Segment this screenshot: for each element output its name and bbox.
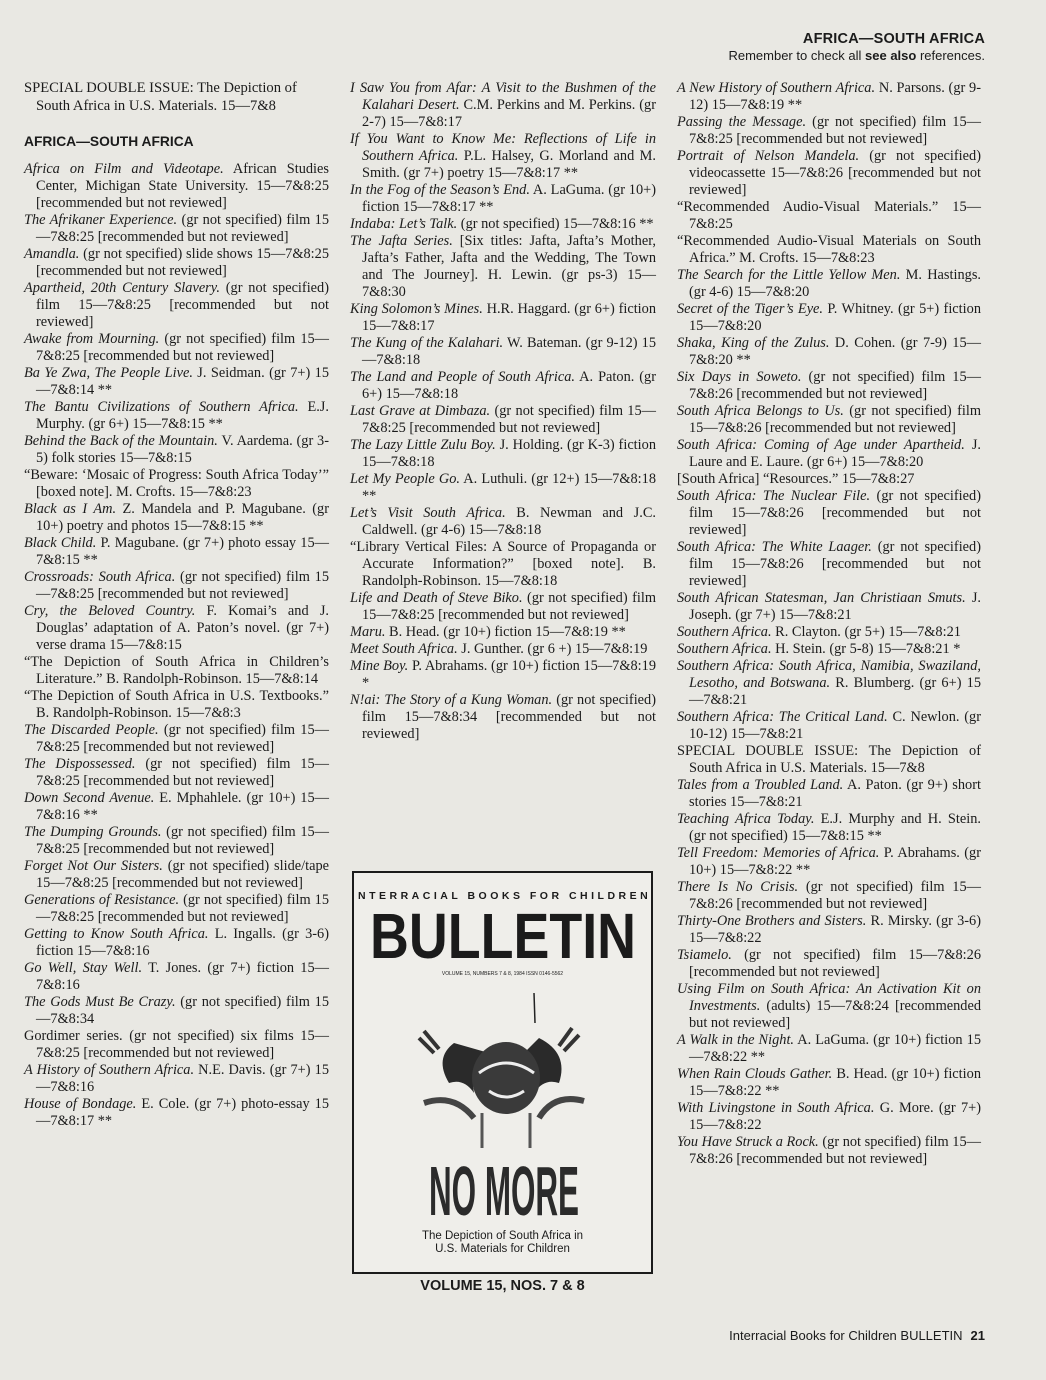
entry-details: C. Newlon. (gr 10-12) 15—7&8:21 bbox=[689, 709, 982, 742]
entry-details: J. Laure and E. Laure. (gr 6+) 15—7&8:20 bbox=[689, 437, 981, 470]
index-entry bbox=[24, 994, 329, 1028]
entry-details: D. Cohen. (gr 7-9) 15—7&8:20 ** bbox=[689, 335, 981, 368]
entry-details: A. Paton. (gr 6+) 15—7&8:18 bbox=[362, 369, 656, 402]
entry-details: Gordimer series. (gr not specified) six films 15—7&8:25 [recommended but not reviewed] bbox=[24, 1028, 329, 1061]
entry-details: “Recommended Audio-Visual Materials.” 15—7&8:25 bbox=[677, 199, 981, 232]
index-entry bbox=[350, 624, 656, 641]
entry-details: P. Whitney. (gr 5+) fiction 15—7&8:20 bbox=[689, 301, 981, 334]
entry-title: Apartheid, 20th Century Slavery. bbox=[24, 280, 220, 296]
entry-details: M. Hastings. (gr 4-6) 15—7&8:20 bbox=[689, 267, 981, 300]
index-entry bbox=[677, 1134, 981, 1168]
entry-details: R. Mirsky. (gr 3-6) 15—7&8:22 bbox=[689, 913, 982, 946]
entry-title: Down Second Avenue. bbox=[24, 790, 155, 806]
index-entry bbox=[677, 981, 981, 1032]
entry-title: A New History of Southern Africa. bbox=[677, 80, 876, 96]
entry-details: “Beware: ‘Mosaic of Progress: South Africa Today’” [boxed note]. M. Crofts. 15—7&8:23 bbox=[24, 467, 329, 500]
entry-details: E. Cole. (gr 7+) photo-essay 15—7&8:17 ** bbox=[36, 1096, 329, 1129]
index-entry bbox=[350, 437, 656, 471]
index-entry bbox=[677, 709, 981, 743]
entry-list bbox=[24, 161, 329, 1130]
index-entry bbox=[677, 471, 981, 488]
entry-details: B. Head. (gr 10+) fiction 15—7&8:22 ** bbox=[689, 1066, 981, 1099]
index-entry bbox=[677, 335, 981, 369]
index-entry bbox=[24, 569, 329, 603]
entry-title: Amandla. bbox=[24, 246, 80, 262]
section-heading: AFRICA—SOUTH AFRICA bbox=[24, 134, 194, 149]
index-entry bbox=[677, 845, 981, 879]
entry-title: South Africa: The Nuclear File. bbox=[677, 488, 871, 504]
entry-title: Southern Africa. bbox=[677, 624, 772, 640]
entry-title: Passing the Message. bbox=[677, 114, 807, 130]
entry-title: Behind the Back of the Mountain. bbox=[24, 433, 218, 449]
index-entry bbox=[24, 688, 329, 722]
header-note bbox=[728, 48, 985, 64]
entry-details: (gr not specified) slide/tape 15—7&8:25 [recommended but not reviewed] bbox=[36, 858, 329, 891]
cover-wordmark-text: BULLETIN bbox=[370, 900, 636, 972]
entry-title: The Bantu Civilizations of Southern Africa. bbox=[24, 399, 299, 415]
entry-title: Indaba: Let’s Talk. bbox=[350, 216, 458, 232]
index-entry bbox=[677, 811, 981, 845]
entry-details: (gr not specified) film 15—7&8:26 [recommended but not reviewed] bbox=[689, 369, 981, 402]
index-entry bbox=[677, 1032, 981, 1066]
index-entry bbox=[350, 369, 656, 403]
cover-volume-line: VOLUME 15, NUMBERS 7 & 8, 1984 ISSN 0146-5562 bbox=[441, 971, 564, 977]
entry-title: Let’s Visit South Africa. bbox=[350, 505, 506, 521]
entry-title: If You Want to Know Me: Reflections of Life in Southern Africa. bbox=[350, 131, 656, 164]
entry-details: C.M. Perkins and M. Perkins. (gr 2-7) 15—7&8:17 bbox=[362, 97, 656, 130]
special-issue-entry: SPECIAL DOUBLE ISSUE: The Depiction of South Africa in U.S. Materials. 15—7&8 bbox=[24, 80, 297, 114]
index-entry bbox=[677, 369, 981, 403]
entry-title: Crossroads: South Africa. bbox=[24, 569, 176, 585]
index-entry bbox=[677, 80, 981, 114]
entry-details: A. LaGuma. (gr 10+) fiction 15—7&8:22 ** bbox=[689, 1032, 981, 1065]
index-entry bbox=[350, 80, 656, 131]
index-entry bbox=[24, 535, 329, 569]
entry-details: A. Paton. (gr 9+) short stories 15—7&8:21 bbox=[689, 777, 981, 810]
index-entry bbox=[677, 658, 981, 709]
index-entry bbox=[350, 590, 656, 624]
index-entry bbox=[677, 913, 981, 947]
entry-details: (adults) 15—7&8:24 [recommended but not reviewed] bbox=[689, 998, 981, 1031]
entry-details: (gr not specified) film 15—7&8:25 [recommended but not reviewed] bbox=[36, 331, 330, 364]
entry-title: A History of Southern Africa. bbox=[24, 1062, 195, 1078]
index-entry bbox=[677, 590, 981, 624]
entry-title: The Jafta Series. bbox=[350, 233, 453, 249]
entry-details: (gr not specified) film 15—7&8:26 [recommended but not reviewed] bbox=[689, 947, 981, 980]
index-entry bbox=[24, 1096, 329, 1130]
entry-title: Africa on Film and Videotape. bbox=[24, 161, 224, 177]
index-entry bbox=[24, 858, 329, 892]
entry-details: N. Parsons. (gr 9-12) 15—7&8:19 ** bbox=[689, 80, 982, 113]
entry-title: The Dispossessed. bbox=[24, 756, 136, 772]
index-entry bbox=[677, 267, 981, 301]
entry-details: E.J. Murphy and H. Stein. (gr not specified) 15—7&8:15 ** bbox=[689, 811, 981, 844]
entry-details: E.J. Murphy. (gr 6+) 15—7&8:15 ** bbox=[36, 399, 329, 432]
index-entry bbox=[350, 301, 656, 335]
entry-details: (gr not specified) film 15—7&8:34 [recommended but not reviewed] bbox=[362, 692, 656, 742]
entry-details: A. LaGuma. (gr 10+) fiction 15—7&8:17 ** bbox=[362, 182, 656, 215]
entry-title: I Saw You from Afar: A Visit to the Bushmen of the Kalahari Desert. bbox=[350, 80, 656, 113]
entry-details: (gr not specified) film 15—7&8:26 [recommended but not reviewed] bbox=[689, 403, 981, 436]
header-note-suffix: references. bbox=[916, 48, 985, 63]
index-entry bbox=[677, 743, 981, 777]
index-entry bbox=[24, 1028, 329, 1062]
index-entry bbox=[677, 641, 981, 658]
entry-details: (gr not specified) film 15—7&8:25 [recommended but not reviewed] bbox=[36, 756, 329, 789]
entry-title: The Discarded People. bbox=[24, 722, 159, 738]
entry-title: King Solomon’s Mines. bbox=[350, 301, 483, 317]
header-title: AFRICA—SOUTH AFRICA bbox=[802, 31, 985, 47]
entry-title: The Search for the Little Yellow Men. bbox=[677, 267, 901, 283]
entry-title: Generations of Resistance. bbox=[24, 892, 180, 908]
index-entry bbox=[677, 1066, 981, 1100]
index-entry bbox=[677, 777, 981, 811]
entry-title: Go Well, Stay Well. bbox=[24, 960, 143, 976]
entry-list bbox=[350, 80, 656, 743]
entry-details: V. Aardema. (gr 3-5) folk stories 15—7&8:15 bbox=[36, 433, 329, 466]
cover-wordmark bbox=[368, 900, 638, 972]
index-entry bbox=[24, 603, 329, 654]
entry-title: Southern Africa: The Critical Land. bbox=[677, 709, 888, 725]
index-entry bbox=[24, 722, 329, 756]
index-entry bbox=[24, 280, 329, 331]
entry-details: (gr not specified) film 15—7&8:25 [recommended but not reviewed] bbox=[362, 590, 656, 623]
index-entry bbox=[24, 399, 329, 433]
index-entry bbox=[677, 879, 981, 913]
entry-details: (gr not specified) film 15—7&8:26 [recommended but not reviewed] bbox=[689, 539, 981, 589]
entry-title: With Livingstone in South Africa. bbox=[677, 1100, 875, 1116]
entry-title: Black Child. bbox=[24, 535, 97, 551]
entry-details: E. Mphahlele. (gr 10+) 15—7&8:16 ** bbox=[36, 790, 329, 823]
index-entry bbox=[350, 182, 656, 216]
entry-title: Let My People Go. bbox=[350, 471, 460, 487]
entry-title: N!ai: The Story of a Kung Woman. bbox=[350, 692, 553, 708]
index-entry bbox=[24, 790, 329, 824]
index-entry bbox=[677, 624, 981, 641]
footer-publication: Interracial Books for Children BULLETIN bbox=[729, 1328, 963, 1343]
header-note-bold: see also bbox=[865, 48, 917, 63]
bulletin-cover-image bbox=[352, 871, 653, 1274]
entry-details: J. Gunther. (gr 6 +) 15—7&8:19 bbox=[457, 641, 648, 657]
index-entry bbox=[24, 433, 329, 467]
entry-details: T. Jones. (gr 7+) fiction 15—7&8:16 bbox=[36, 960, 329, 993]
entry-details: P. Abrahams. (gr 10+) 15—7&8:22 ** bbox=[689, 845, 982, 878]
index-entry bbox=[24, 892, 329, 926]
entry-details: W. Bateman. (gr 9-12) 15—7&8:18 bbox=[362, 335, 657, 368]
entry-details: “Library Vertical Files: A Source of Propaganda or Accurate Information?” [boxed note]. B. Randolph-Robinson. 15—7&8:18 bbox=[350, 539, 656, 589]
entry-title: The Gods Must Be Crazy. bbox=[24, 994, 176, 1010]
entry-details: (gr not specified) slide shows 15—7&8:25 [recommended but not reviewed] bbox=[36, 246, 329, 279]
entry-details: (gr not specified) film 15—7&8:25 [recommended but not reviewed] bbox=[36, 569, 329, 602]
index-entry bbox=[677, 437, 981, 471]
entry-title: Using Film on South Africa: An Activation Kit on Investments. bbox=[677, 981, 981, 1014]
index-entry bbox=[24, 246, 329, 280]
index-entry bbox=[677, 539, 981, 590]
entry-details: (gr not specified) film 15—7&8:26 [recommended but not reviewed] bbox=[689, 488, 981, 538]
entry-details: F. Komai’s and J. Douglas’ adaptation of A. Paton’s novel. (gr 7+) verse drama 15—7&8:15 bbox=[36, 603, 329, 653]
entry-title: Tell Freedom: Memories of Africa. bbox=[677, 845, 880, 861]
entry-title: Last Grave at Dimbaza. bbox=[350, 403, 491, 419]
entry-title: Maru. bbox=[350, 624, 386, 640]
entry-details: (gr not specified) film 15—7&8:25 [recommended but not reviewed] bbox=[36, 892, 330, 925]
entry-details: A. Luthuli. (gr 12+) 15—7&8:18 ** bbox=[362, 471, 656, 504]
entry-title: South Africa: The White Laager. bbox=[677, 539, 872, 555]
running-header bbox=[728, 30, 985, 64]
entry-title: When Rain Clouds Gather. bbox=[677, 1066, 833, 1082]
entry-title: House of Bondage. bbox=[24, 1096, 137, 1112]
entry-title: Mine Boy. bbox=[350, 658, 409, 674]
entry-title: Teaching Africa Today. bbox=[677, 811, 815, 827]
index-entry bbox=[677, 1100, 981, 1134]
index-entry bbox=[677, 947, 981, 981]
entry-details: “The Depiction of South Africa in Children’s Literature.” B. Randolph-Robinson. 15—7&8:14 bbox=[24, 654, 329, 687]
index-entry bbox=[350, 335, 656, 369]
entry-details: (gr not specified) film 15—7&8:25 [recommended but not reviewed] bbox=[36, 212, 330, 245]
page-number: 21 bbox=[970, 1328, 985, 1343]
index-entry bbox=[350, 471, 656, 505]
index-entry bbox=[24, 1062, 329, 1096]
cover-illustration bbox=[394, 983, 614, 1233]
entry-details: L. Ingalls. (gr 3-6) fiction 15—7&8:16 bbox=[36, 926, 329, 959]
index-entry bbox=[350, 658, 656, 692]
entry-details: (gr not specified) 15—7&8:16 ** bbox=[457, 216, 654, 232]
index-entry bbox=[24, 501, 329, 535]
entry-title: The Land and People of South Africa. bbox=[350, 369, 576, 385]
index-entry bbox=[350, 505, 656, 539]
entry-details: P.L. Halsey, G. Morland and M. Smith. (gr 7+) poetry 15—7&8:17 ** bbox=[362, 148, 656, 181]
entry-details: (gr not specified) film 15—7&8:26 [recommended but not reviewed] bbox=[689, 879, 981, 912]
entry-title: Six Days in Soweto. bbox=[677, 369, 802, 385]
cover-art-text: NO MORE bbox=[429, 1152, 579, 1230]
entry-title: South Africa Belongs to Us. bbox=[677, 403, 844, 419]
entry-details: J. Seidman. (gr 7+) 15—7&8:14 ** bbox=[36, 365, 329, 398]
entry-details: (gr not specified) film 15—7&8:34 bbox=[36, 994, 330, 1027]
entry-title: Life and Death of Steve Biko. bbox=[350, 590, 523, 606]
entry-title: Ba Ye Zwa, The People Live. bbox=[24, 365, 193, 381]
index-column-2 bbox=[350, 80, 656, 743]
entry-title: The Kung of the Kalahari. bbox=[350, 335, 504, 351]
entry-details: P. Magubane. (gr 7+) photo essay 15—7&8:15 ** bbox=[36, 535, 329, 568]
entry-title: Thirty-One Brothers and Sisters. bbox=[677, 913, 867, 929]
entry-title: Shaka, King of the Zulus. bbox=[677, 335, 830, 351]
entry-title: The Afrikaner Experience. bbox=[24, 212, 178, 228]
entry-details: P. Abrahams. (gr 10+) fiction 15—7&8:19 * bbox=[362, 658, 656, 691]
index-entry bbox=[677, 233, 981, 267]
index-entry bbox=[24, 467, 329, 501]
entry-details: [South Africa] “Resources.” 15—7&8:27 bbox=[677, 471, 915, 487]
cover-masthead: NTERRACIAL BOOKS FOR CHILDREN bbox=[358, 890, 652, 902]
entry-details: “The Depiction of South Africa in U.S. Textbooks.” B. Randolph-Robinson. 15—7&8:3 bbox=[24, 688, 329, 721]
index-column-3 bbox=[677, 80, 981, 1168]
index-entry bbox=[350, 216, 656, 233]
entry-details: J. Joseph. (gr 7+) 15—7&8:21 bbox=[689, 590, 981, 623]
index-entry bbox=[24, 824, 329, 858]
index-entry bbox=[350, 233, 656, 301]
index-entry bbox=[24, 756, 329, 790]
entry-title: Awake from Mourning. bbox=[24, 331, 160, 347]
entry-details: G. More. (gr 7+) 15—7&8:22 bbox=[689, 1100, 981, 1133]
entry-title: There Is No Crisis. bbox=[677, 879, 799, 895]
index-entry bbox=[24, 960, 329, 994]
entry-title: Black as I Am. bbox=[24, 501, 117, 517]
entry-title: Meet South Africa. bbox=[350, 641, 458, 657]
entry-title: Forget Not Our Sisters. bbox=[24, 858, 163, 874]
index-entry bbox=[350, 641, 656, 658]
index-column-1 bbox=[24, 80, 329, 1130]
entry-details: B. Head. (gr 10+) fiction 15—7&8:19 ** bbox=[385, 624, 626, 640]
index-entry bbox=[24, 161, 329, 212]
entry-title: South African Statesman, Jan Christiaan Smuts. bbox=[677, 590, 966, 606]
entry-title: The Lazy Little Zulu Boy. bbox=[350, 437, 496, 453]
entry-title: Secret of the Tiger’s Eye. bbox=[677, 301, 824, 317]
index-entry bbox=[24, 331, 329, 365]
entry-details: Z. Mandela and P. Magubane. (gr 10+) poetry and photos 15—7&8:15 ** bbox=[36, 501, 329, 534]
index-entry bbox=[350, 403, 656, 437]
index-entry bbox=[677, 403, 981, 437]
entry-title: Cry, the Beloved Country. bbox=[24, 603, 196, 619]
entry-details: (gr not specified) film 15—7&8:26 [recommended but not reviewed] bbox=[689, 1134, 981, 1167]
index-entry bbox=[677, 488, 981, 539]
entry-details: (gr not specified) film 15—7&8:25 [recommended but not reviewed] bbox=[36, 722, 329, 755]
entry-details: J. Holding. (gr K-3) fiction 15—7&8:18 bbox=[362, 437, 656, 470]
cover-caption-line-2: U.S. Materials for Children bbox=[435, 1242, 570, 1255]
entry-title: A Walk in the Night. bbox=[677, 1032, 795, 1048]
entry-details: R. Clayton. (gr 5+) 15—7&8:21 bbox=[771, 624, 961, 640]
index-entry bbox=[24, 654, 329, 688]
entry-details: (gr not specified) film 15—7&8:25 [recommended but not reviewed] bbox=[36, 280, 329, 330]
entry-details: R. Blumberg. (gr 6+) 15—7&8:21 bbox=[689, 675, 982, 708]
entry-details: (gr not specified) videocassette 15—7&8:26 [recommended but not reviewed] bbox=[689, 148, 981, 198]
entry-title: In the Fog of the Season’s End. bbox=[350, 182, 530, 198]
index-entry bbox=[24, 926, 329, 960]
index-entry bbox=[677, 199, 981, 233]
entry-details: (gr not specified) film 15—7&8:25 [recommended but not reviewed] bbox=[36, 824, 330, 857]
entry-title: Tsiamelo. bbox=[677, 947, 732, 963]
entry-title: Southern Africa: South Africa, Namibia, Swaziland, Lesotho, and Botswana. bbox=[677, 658, 981, 691]
entry-details: B. Newman and J.C. Caldwell. (gr 4-6) 15—7&8:18 bbox=[362, 505, 656, 538]
index-entry bbox=[350, 692, 656, 743]
entry-title: Getting to Know South Africa. bbox=[24, 926, 209, 942]
entry-title: Tales from a Troubled Land. bbox=[677, 777, 844, 793]
page-footer bbox=[729, 1328, 985, 1343]
cover-caption bbox=[354, 1230, 651, 1255]
index-entry bbox=[24, 212, 329, 246]
entry-details: N.E. Davis. (gr 7+) 15—7&8:16 bbox=[36, 1062, 329, 1095]
index-entry bbox=[350, 131, 656, 182]
entry-details: SPECIAL DOUBLE ISSUE: The Depiction of South Africa in U.S. Materials. 15—7&8 bbox=[677, 743, 981, 776]
index-entry bbox=[677, 301, 981, 335]
entry-details: “Recommended Audio-Visual Materials on South Africa.” M. Crofts. 15—7&8:23 bbox=[677, 233, 981, 266]
entry-details: (gr not specified) film 15—7&8:25 [recommended but not reviewed] bbox=[362, 403, 656, 436]
entry-details: African Studies Center, Michigan State University. 15—7&8:25 [recommended but not reviewed] bbox=[36, 161, 329, 211]
entry-title: You Have Struck a Rock. bbox=[677, 1134, 819, 1150]
cover-volume-label: VOLUME 15, NOS. 7 & 8 bbox=[420, 1278, 585, 1294]
entry-title: South Africa: Coming of Age under Apartheid. bbox=[677, 437, 965, 453]
entry-title: Southern Africa. bbox=[677, 641, 772, 657]
header-note-prefix: Remember to check all bbox=[728, 48, 866, 63]
index-entry bbox=[24, 365, 329, 399]
entry-title: Portrait of Nelson Mandela. bbox=[677, 148, 860, 164]
entry-details: (gr not specified) film 15—7&8:25 [recommended but not reviewed] bbox=[689, 114, 981, 147]
index-entry bbox=[350, 539, 656, 590]
cover-caption-line-1: The Depiction of South Africa in bbox=[421, 1230, 584, 1242]
entry-title: The Dumping Grounds. bbox=[24, 824, 162, 840]
entry-details: [Six titles: Jafta, Jafta’s Mother, Jafta’s Father, Jafta and the Wedding, The Town and The Journey]. H. Lewin. (gr ps-3) 15—7&8:30 bbox=[362, 233, 656, 300]
entry-list bbox=[677, 80, 981, 1168]
entry-details: H. Stein. (gr 5-8) 15—7&8:21 * bbox=[771, 641, 961, 657]
index-entry bbox=[677, 114, 981, 148]
index-entry bbox=[677, 148, 981, 199]
entry-details: H.R. Haggard. (gr 6+) fiction 15—7&8:17 bbox=[362, 301, 657, 334]
